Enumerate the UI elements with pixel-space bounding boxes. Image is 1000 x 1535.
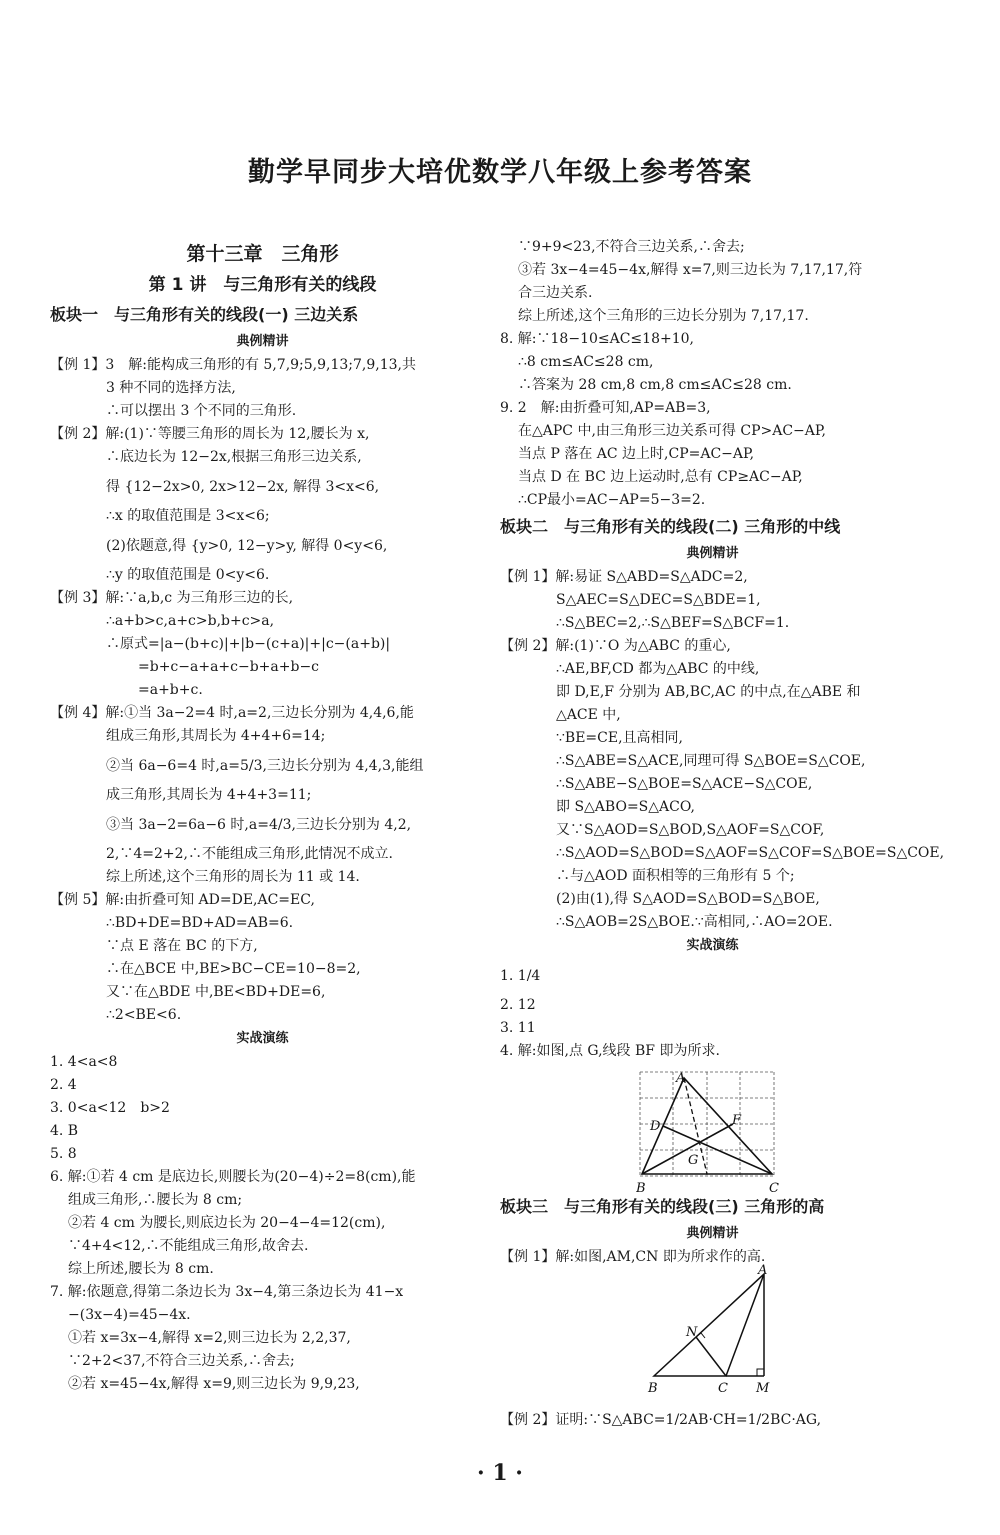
text-line: (2)由(1),得 S△AOD=S△BOD=S△BOE, (556, 891, 820, 907)
sub-heading: 典例精讲 (686, 546, 739, 561)
text-line: 得 {12−2x>0, 2x>12−2x, 解得 3<x<6, (106, 479, 380, 495)
grid-triangle-figure (636, 1068, 782, 1194)
text-line: 【例 2】解:(1)∵等腰三角形的周长为 12,腰长为 x, (50, 426, 370, 442)
text-line: 9. 2 解:由折叠可知,AP=AB=3, (500, 400, 711, 416)
text-line: 【例 2】证明:∵S△ABC=1/2AB·CH=1/2BC·AG, (500, 1412, 822, 1428)
text-line: 合三边关系. (518, 285, 593, 301)
label-g: G (688, 1153, 699, 1168)
text-line: 1. 4<a<8 (50, 1054, 118, 1070)
text-line: 3 种不同的选择方法, (106, 380, 236, 396)
label-n: N (686, 1325, 698, 1340)
text-line: 4. 解:如图,点 G,线段 BF 即为所求. (500, 1043, 720, 1059)
text-line: 【例 2】解:(1)∵O 为△ABC 的重心, (500, 638, 731, 654)
text-line: ∴在△BCE 中,BE>BC−CE=10−8=2, (106, 961, 361, 977)
page-number: · 1 · (477, 1460, 523, 1486)
text-line: 在△APC 中,由三角形三边关系可得 CP>AC−AP, (518, 423, 826, 439)
text-line: =a+b+c. (138, 682, 203, 698)
text-line: ∴与△AOD 面积相等的三角形有 5 个; (556, 868, 795, 884)
right-column (500, 236, 945, 1063)
text-line: (2)依题意,得 {y>0, 12−y>y, 解得 0<y<6, (106, 538, 388, 554)
text-line: ∴y 的取值范围是 0<y<6. (106, 567, 270, 583)
text-line: =b+c−a+a+c−b+a+b−c (138, 659, 320, 675)
text-line: ∴答案为 28 cm,8 cm,8 cm≤AC≤28 cm. (518, 377, 792, 393)
text-line: 2,∵4=2+2,∴不能组成三角形,此情况不成立. (106, 846, 393, 862)
text-line: ∴可以摆出 3 个不同的三角形. (106, 403, 297, 419)
text-line: 6. 解:①若 4 cm 是底边长,则腰长为(20−4)÷2=8(cm),能 (50, 1169, 416, 1185)
text-line: 即 D,E,F 分别为 AB,BC,AC 的中点,在△ABE 和 (556, 684, 861, 700)
text-line: 2. 4 (50, 1077, 77, 1093)
label-a: A (758, 1264, 768, 1278)
text-line: 4. B (50, 1123, 79, 1139)
text-line: 综上所述,腰长为 8 cm. (68, 1261, 214, 1277)
text-line: ∴S△ABE−S△BOE=S△ACE−S△COE, (556, 776, 813, 792)
text-line: 当点 P 落在 AC 边上时,CP=AC−AP, (518, 446, 755, 462)
right-column-section-3 (500, 1192, 925, 1269)
text-line: 【例 4】解:①当 3a−2=4 时,a=2,三边长分别为 4,4,6,能 (50, 705, 414, 721)
label-f: F (732, 1113, 742, 1128)
sub-heading: 典例精讲 (686, 1226, 739, 1241)
text-line: ③当 3a−2=6a−6 时,a=4/3,三边长分别为 4,2, (106, 817, 412, 833)
text-line: 成三角形,其周长为 4+4+3=11; (106, 787, 312, 803)
left-column (50, 238, 475, 1396)
text-line: ∴CP最小=AC−AP=5−3=2. (518, 492, 706, 508)
text-line: 当点 D 在 BC 边上运动时,总有 CP≥AC−AP, (518, 469, 803, 485)
text-line: 综上所述,这个三角形的周长为 11 或 14. (106, 869, 360, 885)
lecture-heading: 第 1 讲 与三角形有关的线段 (148, 275, 377, 295)
text-line: 又∵S△AOD=S△BOD,S△AOF=S△COF, (556, 822, 825, 838)
text-line: 3. 11 (500, 1020, 536, 1036)
sub-heading: 实战演练 (686, 938, 739, 953)
sub-heading: 典例精讲 (236, 334, 289, 349)
text-line: 7. 解:依题意,得第二条边长为 3x−4,第三条边长为 41−x (50, 1284, 404, 1300)
label-b: B (648, 1381, 658, 1394)
text-line: ②若 x=45−4x,解得 x=9,则三边长为 9,9,23, (68, 1376, 360, 1392)
block-heading: 板块三 与三角形有关的线段(三) 三角形的高 (500, 1197, 825, 1216)
text-line: ∴8 cm≤AC≤28 cm, (518, 354, 654, 370)
chapter-heading: 第十三章 三角形 (186, 243, 339, 265)
text-line: 【例 5】解:由折叠可知 AD=DE,AC=EC, (50, 892, 315, 908)
label-b: B (636, 1181, 646, 1194)
text-line: ∴S△AOD=S△BOD=S△AOF=S△COF=S△BOE=S△COE, (556, 845, 945, 861)
text-line: S△AEC=S△DEC=S△BDE=1, (556, 592, 761, 608)
text-line: ∴a+b>c,a+c>b,b+c>a, (106, 613, 275, 629)
text-line: 【例 1】3 解:能构成三角形的有 5,7,9;5,9,13;7,9,13,共 (50, 357, 416, 373)
text-line: 组成三角形,其周长为 4+4+6=14; (106, 728, 326, 744)
text-line: 即 S△ABO=S△ACO, (556, 799, 695, 815)
text-line: 综上所述,这个三角形的三边长分别为 7,17,17. (518, 308, 809, 324)
text-line: 2. 12 (500, 997, 536, 1013)
text-line: 5. 8 (50, 1146, 77, 1162)
text-line: ∵BE=CE,且高相同, (556, 730, 683, 746)
text-line: 8. 解:∵18−10≤AC≤18+10, (500, 331, 694, 347)
text-line: ∴底边长为 12−2x,根据三角形三边关系, (106, 449, 362, 465)
label-d: D (650, 1119, 661, 1134)
text-line: 【例 1】解:如图,AM,CN 即为所求作的高. (500, 1249, 766, 1265)
text-line: 1. 1/4 (500, 968, 541, 984)
text-line: ②当 6a−6=4 时,a=5/3,三边长分别为 4,4,3,能组 (106, 758, 424, 774)
text-line: ∴S△BEC=2,∴S△BEF=S△BCF=1. (556, 615, 790, 631)
text-line: ∴2<BE<6. (106, 1007, 182, 1023)
text-line: △ACE 中, (556, 707, 621, 723)
text-line: ∵9+9<23,不符合三边关系,∴舍去; (518, 239, 745, 255)
page-title: 勤学早同步大培优数学八年级上参考答案 (248, 157, 752, 188)
text-line: ∴x 的取值范围是 3<x<6; (106, 508, 270, 524)
text-line: 【例 3】解:∵a,b,c 为三角形三边的长, (50, 590, 294, 606)
text-line: 又∵在△BDE 中,BE<BD+DE=6, (106, 984, 326, 1000)
text-line: ∵点 E 落在 BC 的下方, (106, 938, 258, 954)
text-line: ∴AE,BF,CD 都为△ABC 的中线, (556, 661, 760, 677)
right-column-proof (500, 1402, 925, 1438)
text-line: ∴原式=|a−(b+c)|+|b−(c+a)|+|c−(a+b)| (106, 636, 391, 652)
text-line: ①若 x=3x−4,解得 x=2,则三边长为 2,2,37, (68, 1330, 351, 1346)
text-line: −(3x−4)=45−4x. (68, 1307, 191, 1323)
label-c: C (769, 1181, 779, 1194)
block-heading: 板块一 与三角形有关的线段(一) 三边关系 (50, 305, 359, 324)
text-line: ∴S△ABE=S△ACE,同理可得 S△BOE=S△COE, (556, 753, 866, 769)
label-c: C (718, 1381, 728, 1394)
text-line: ③若 3x−4=45−4x,解得 x=7,则三边长为 7,17,17,符 (518, 262, 863, 278)
text-line: ∵2+2<37,不符合三边关系,∴舍去; (68, 1353, 295, 1369)
text-line: ∵4+4<12,∴不能组成三角形,故舍去. (68, 1238, 309, 1254)
altitude-figure (644, 1264, 774, 1394)
text-line: 【例 1】解:易证 S△ABD=S△ADC=2, (500, 569, 748, 585)
text-line: ∴S△AOB=2S△BOE.∵高相同,∴AO=2OE. (556, 914, 833, 930)
label-m: M (756, 1381, 770, 1394)
label-a: A (676, 1071, 686, 1086)
text-line: ②若 4 cm 为腰长,则底边长为 20−4−4=12(cm), (68, 1215, 386, 1231)
text-line: 3. 0<a<12 b>2 (50, 1100, 170, 1116)
text-line: 组成三角形,∴腰长为 8 cm; (68, 1192, 243, 1208)
block-heading: 板块二 与三角形有关的线段(二) 三角形的中线 (500, 517, 841, 536)
text-line: ∴BD+DE=BD+AD=AB=6. (106, 915, 294, 931)
sub-heading: 实战演练 (236, 1031, 289, 1046)
